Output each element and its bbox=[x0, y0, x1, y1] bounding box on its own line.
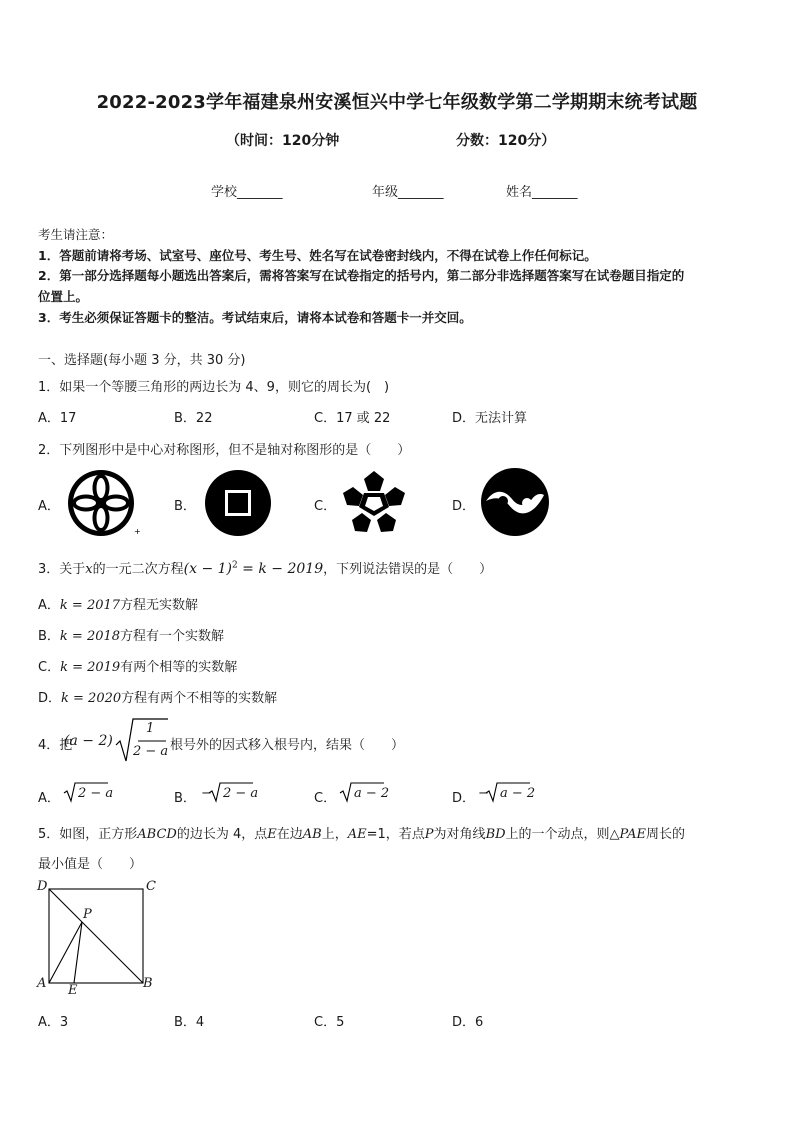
q1-option-d: D．无法计算 bbox=[452, 411, 528, 426]
notice-item-1: 1．答题前请将考场、试室号、座位号、考生号、姓名写在试卷密封线内，不得在试卷上作任何标记。 bbox=[38, 248, 597, 263]
q2-figure-b bbox=[204, 469, 272, 537]
notice-heading: 考生请注意： bbox=[38, 227, 114, 242]
q3-var: x bbox=[85, 562, 93, 577]
q3-option-d: D．k = 2020方程有两个不相等的实数解 bbox=[38, 691, 278, 706]
q2-label-d: D． bbox=[452, 499, 476, 514]
q3-suffix: ，下列说法错误的是（ ） bbox=[323, 562, 493, 577]
school-field: 学校_______ bbox=[211, 185, 283, 200]
q5-label-c: C bbox=[146, 879, 156, 894]
q1-option-b: B．22 bbox=[174, 411, 213, 426]
q5-label-b: B bbox=[143, 976, 153, 991]
q4-option-d-sign: − bbox=[478, 786, 489, 801]
q5-option-d: D．6 bbox=[452, 1015, 484, 1030]
q4-option-b-sign: − bbox=[201, 786, 212, 801]
q2-label-a: A． bbox=[38, 499, 60, 514]
q4-option-a-radicand: 2 − a bbox=[78, 786, 114, 801]
q4-numerator: 1 bbox=[146, 721, 155, 736]
q2-label-b: B． bbox=[174, 499, 196, 514]
q2-figure-c bbox=[340, 469, 408, 535]
section-heading: 一、选择题(每小题 3 分，共 30 分) bbox=[38, 353, 246, 368]
q2-figure-a bbox=[66, 468, 141, 538]
notice-item-2-cont: 位置上。 bbox=[38, 289, 89, 304]
q4-option-c-radicand: a − 2 bbox=[354, 786, 390, 801]
grade-field: 年级_______ bbox=[372, 185, 444, 200]
q5-option-a: A．3 bbox=[38, 1015, 69, 1030]
q4-option-b-radicand: 2 − a bbox=[223, 786, 259, 801]
q5-label-p: P bbox=[83, 907, 92, 922]
name-field: 姓名_______ bbox=[506, 185, 578, 200]
q4-denominator: 2 − a bbox=[133, 744, 169, 759]
q4-prefix: 4．把 bbox=[38, 738, 73, 753]
q3-stem bbox=[38, 558, 492, 577]
q4-option-d-radicand: a − 2 bbox=[500, 786, 536, 801]
q3-option-a: A．k = 2017方程无实数解 bbox=[38, 598, 199, 613]
q5-stem-line2: 最小值是（ ） bbox=[38, 857, 143, 872]
q4-suffix: 根号外的因式移入根号内，结果（ ） bbox=[170, 738, 405, 753]
q3-equation-right: = k − 2019 bbox=[237, 561, 324, 577]
q5-option-b: B．4 bbox=[174, 1015, 205, 1030]
q5-label-d: D bbox=[37, 879, 48, 894]
q1-stem: 1．如果一个等腰三角形的两边长为 4、9，则它的周长为( ) bbox=[38, 380, 390, 395]
q5-stem-line1: 5．如图，正方形ABCD的边长为 4，点E在边AB上，AE=1，若点P为对角线BD上的一个动点，则△PAE周长的 bbox=[38, 827, 685, 842]
q4-option-c-letter: C． bbox=[314, 791, 337, 806]
q4-option-b-letter: B． bbox=[174, 791, 196, 806]
q4-option-a-letter: A． bbox=[38, 791, 60, 806]
q5-square-figure bbox=[36, 878, 160, 998]
q1-option-c: C．17 或 22 bbox=[314, 411, 391, 426]
q3-exponent: 2 bbox=[232, 560, 238, 571]
q3-mid: 的一元二次方程 bbox=[92, 562, 184, 577]
notice-item-2: 2．第一部分选择题每小题选出答案后，需将答案写在试卷指定的括号内，第二部分非选择题答案写在试卷题目指定的 bbox=[38, 268, 685, 283]
q2-label-c: C． bbox=[314, 499, 337, 514]
q2-figure-d bbox=[480, 467, 550, 537]
q2-stem: 2．下列图形中是中心对称图形，但不是轴对称图形的是（ ） bbox=[38, 443, 411, 458]
q4-option-d-letter: D． bbox=[452, 791, 476, 806]
q5-label-e: E bbox=[68, 983, 78, 998]
q5-option-c: C．5 bbox=[314, 1015, 345, 1030]
q1-option-a: A．17 bbox=[38, 411, 77, 426]
notice-item-3: 3．考生必须保证答题卡的整洁。考试结束后，请将本试卷和答题卡一并交回。 bbox=[38, 310, 472, 325]
exam-score: 分数：120分） bbox=[456, 133, 556, 149]
q3-equation-left: (x − 1) bbox=[183, 561, 232, 577]
exam-title: 2022-2023学年福建泉州安溪恒兴中学七年级数学第二学期期末统考试题 bbox=[96, 92, 698, 113]
q3-option-b: B．k = 2018方程有一个实数解 bbox=[38, 629, 225, 644]
svg-text:+: + bbox=[134, 527, 141, 536]
exam-time: （时间：120分钟 bbox=[226, 133, 340, 149]
q3-option-c: C．k = 2019有两个相等的实数解 bbox=[38, 660, 238, 675]
q4-factor: (a − 2) bbox=[64, 733, 113, 749]
q5-label-a: A bbox=[37, 976, 47, 991]
q3-prefix: 3．关于 bbox=[38, 562, 86, 577]
